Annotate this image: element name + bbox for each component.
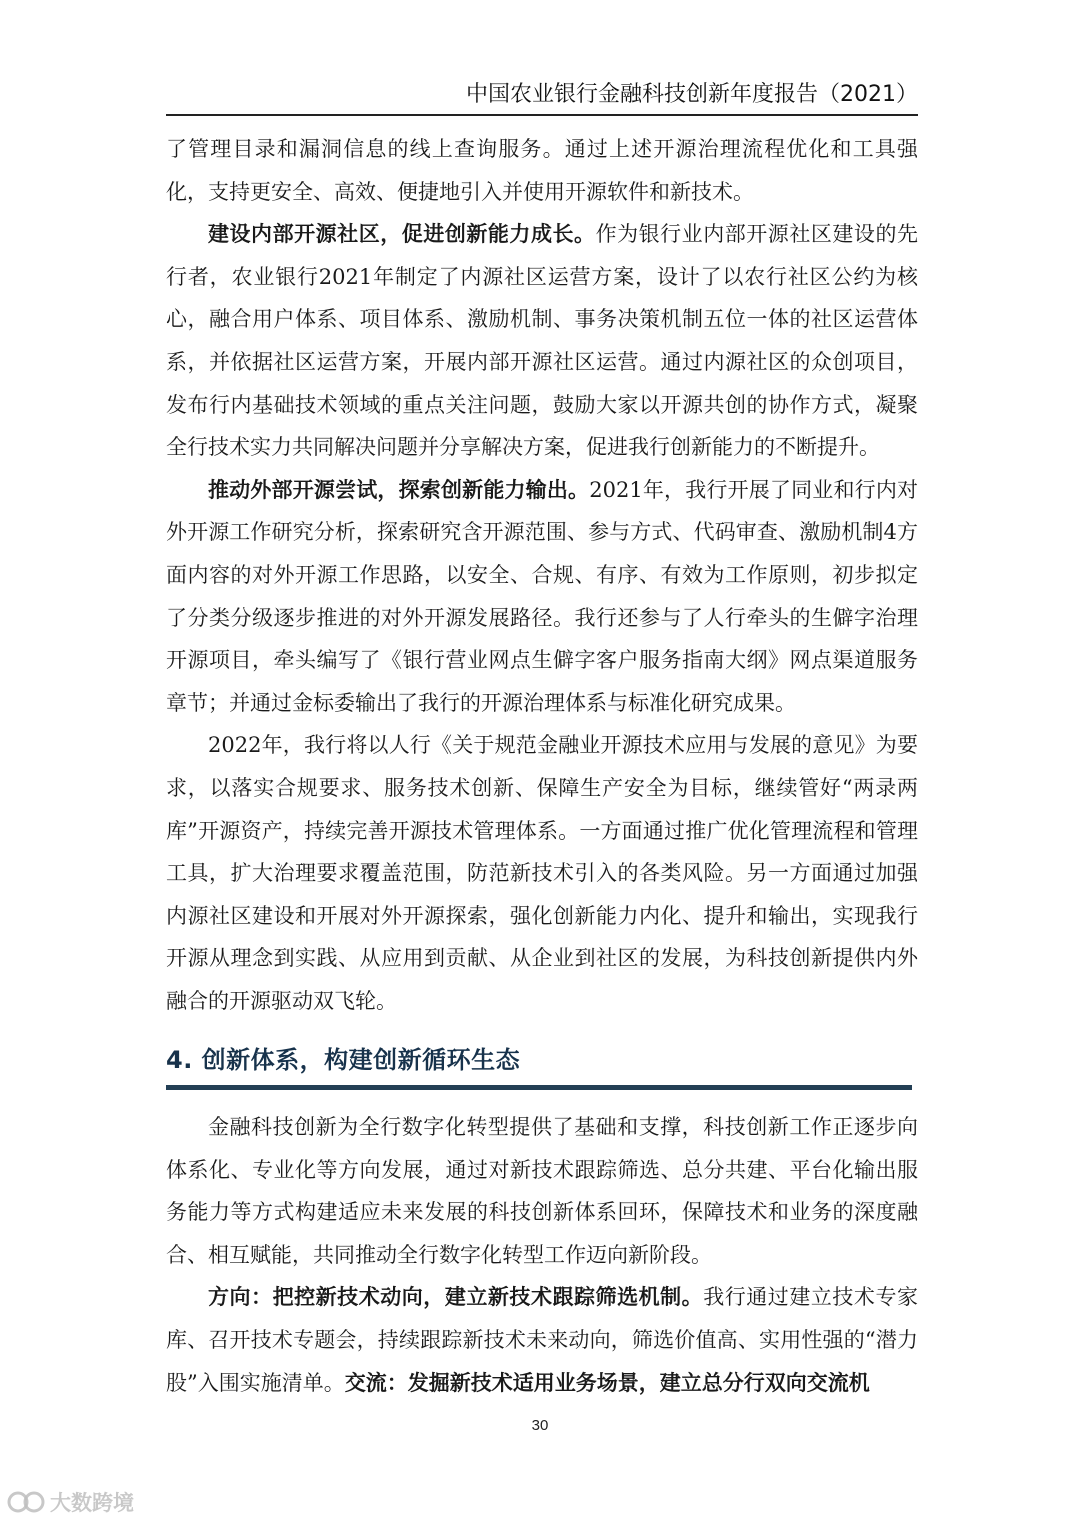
paragraph: [166, 1276, 918, 1404]
paragraph-text: 2022年，我行将以人行《关于规范金融业开源技术应用与发展的意见》为要求，以落实合规要求、服务技术创新、保障生产安全为目标，继续管好“两录两库”开源资产，持续完善开源技术管理体系。一方面通过推广优化管理流程和管理工具，扩大治理要求覆盖范围，防范新技术引入的各类风险。另一方面通过加强内源社区建设和开展对外开源探索，强化创新能力内化、提升和输出，实现我行开源从理念到实践、从应用到贡献、从企业到社区的发展，为科技创新提供内外融合的开源驱动双飞轮。: [166, 733, 918, 1013]
watermark: [6, 1487, 134, 1517]
paragraph-lead: 推动外部开源尝试，探索创新能力输出。: [208, 476, 590, 502]
paragraph-lead: 交流：发掘新技术适用业务场景，建立总分行双向交流机: [344, 1369, 870, 1395]
paragraph: [166, 1106, 918, 1276]
paragraph: [166, 213, 918, 469]
paragraph-text: 了管理目录和漏洞信息的线上查询服务。通过上述开源治理流程优化和工具强化，支持更安全、高效、便捷地引入并使用开源软件和新技术。: [166, 137, 918, 204]
body-text: [166, 128, 918, 1022]
section-underline: [166, 1085, 912, 1090]
section-body-text: [166, 1106, 918, 1404]
section-title: 4. 创新体系，构建创新循环生态: [166, 1046, 521, 1074]
page-number: 30: [531, 1417, 549, 1434]
paragraph: [166, 469, 918, 725]
paragraph-lead: 方向：把控新技术动向，建立新技术跟踪筛选机制。: [208, 1284, 704, 1310]
section-heading: [166, 1040, 918, 1090]
paragraph-text: 作为银行业内部开源社区建设的先行者，农业银行2021年制定了内源社区运营方案，设计了以农行社区公约为核心，融合用户体系、项目体系、激励机制、事务决策机制五位一体的社区运营体系，并依据社区运营方案，开展内部开源社区运营。通过内源社区的众创项目，发布行内基础技术领域的重点关注问题，鼓励大家以开源共创的协作方式，凝聚全行技术实力共同解决问题并分享解决方案，促进我行创新能力的不断提升。: [166, 222, 918, 460]
paragraph-lead: 建设内部开源社区，促进创新能力成长。: [208, 221, 596, 247]
watermark-logo-icon: [6, 1488, 46, 1516]
watermark-text: 大数跨境: [50, 1491, 134, 1515]
paragraph-text: 2021年，我行开展了同业和行内对外开源工作研究分析，探索研究含开源范围、参与方式、代码审查、激励机制4方面内容的对外开源工作思路，以安全、合规、有序、有效为工作原则，初步拟定了分类分级逐步推进的对外开源发展路径。我行还参与了人行牵头的生僻字治理开源项目，牵头编写了《银行营业网点生僻字客户服务指南大纲》网点渠道服务章节；并通过金标委输出了我行的开源治理体系与标准化研究成果。: [166, 477, 919, 715]
paragraph-text: 金融科技创新为全行数字化转型提供了基础和支撑，科技创新工作正逐步向体系化、专业化等方向发展，通过对新技术跟踪筛选、总分共建、平台化输出服务能力等方式构建适应未来发展的科技创新体系回环，保障技术和业务的深度融合、相互赋能，共同推动全行数字化转型工作迈向新阶段。: [166, 1115, 918, 1267]
header-divider: [166, 114, 918, 116]
paragraph: [166, 128, 918, 213]
page-header-title: 中国农业银行金融科技创新年度报告（2021）: [466, 82, 918, 107]
paragraph: [166, 724, 918, 1022]
paragraph-text: 我行通过建立技术专家库、召开技术专题会，持续跟踪新技术未来动向，筛选价值高、实用性强的“潜力股”入围实施清单。: [166, 1285, 918, 1395]
